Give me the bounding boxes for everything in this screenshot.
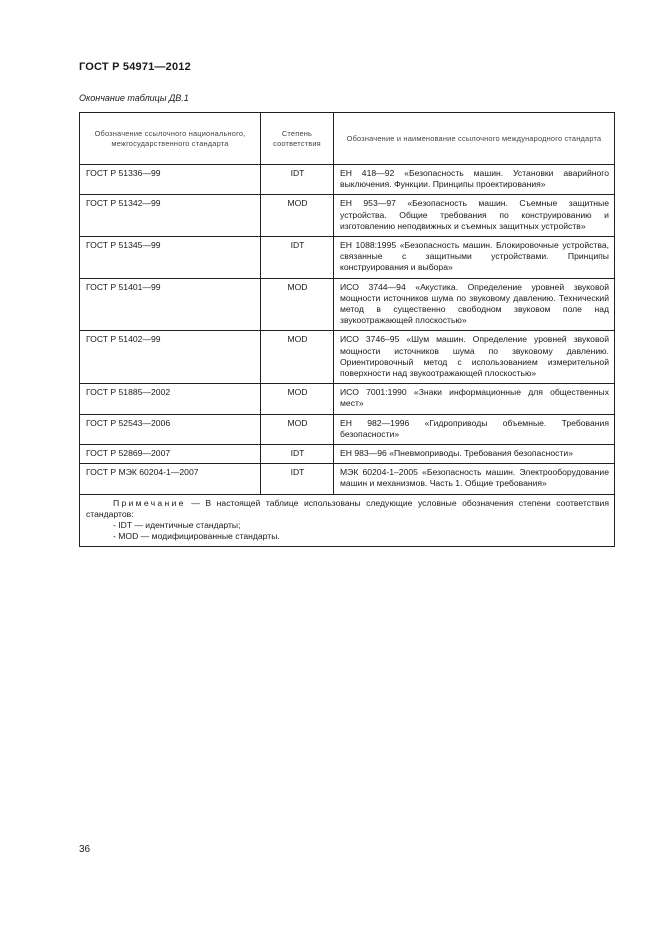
international-standard-cell: ЕН 983—96 «Пневмоприводы. Требования безопасности» — [334, 445, 615, 464]
international-standard-cell: ЕН 982—1996 «Гидроприводы объемные. Требования безопасности» — [334, 414, 615, 444]
page-number: 36 — [79, 844, 91, 855]
degree-cell: MOD — [261, 414, 334, 444]
document-header: ГОСТ Р 54971—2012 — [79, 61, 191, 73]
national-standard-cell: ГОСТ Р МЭК 60204-1—2007 — [80, 464, 261, 494]
column-header-international: Обозначение и наименование ссылочного международного стандарта — [334, 113, 615, 165]
table-row — [80, 414, 615, 444]
degree-cell: MOD — [261, 331, 334, 384]
degree-cell: IDT — [261, 445, 334, 464]
note-paragraph — [86, 498, 609, 520]
column-header-national: Обозначение ссылочного национального, межгосударственного стандарта — [80, 113, 261, 165]
international-standard-cell: МЭК 60204-1–2005 «Безопасность машин. Электрооборудование машин и механизмов. Часть 1. Общие требования» — [334, 464, 615, 494]
national-standard-cell: ГОСТ Р 52543—2006 — [80, 414, 261, 444]
note-label: Примечание — [113, 497, 186, 508]
table-row — [80, 278, 615, 331]
table-row — [80, 195, 615, 237]
table-row — [80, 331, 615, 384]
degree-cell: IDT — [261, 165, 334, 195]
international-standard-cell: ЕН 1088:1995 «Безопасность машин. Блокировочные устройства, связанные с защитными устройствами. Принципы конструирования и выбора» — [334, 237, 615, 279]
national-standard-cell: ГОСТ Р 52869—2007 — [80, 445, 261, 464]
note-item-idt: - IDT — идентичные стандарты; — [113, 520, 241, 531]
table-row — [80, 384, 615, 414]
degree-cell: IDT — [261, 464, 334, 494]
note-item-mod: - MOD — модифицированные стандарты. — [113, 531, 280, 542]
national-standard-cell: ГОСТ Р 51336—99 — [80, 165, 261, 195]
international-standard-cell: ИСО 7001:1990 «Знаки информационные для общественных мест» — [334, 384, 615, 414]
international-standard-cell: ЕН 953—97 «Безопасность машин. Съемные защитные устройства. Общие требования по конструированию и изготовлению неподвижных и съемных защитных устройств» — [334, 195, 615, 237]
column-header-degree: Степень соответствия — [261, 113, 334, 165]
table-note — [80, 494, 615, 547]
table-header-row — [80, 113, 615, 165]
national-standard-cell: ГОСТ Р 51401—99 — [80, 278, 261, 331]
international-standard-cell: ЕН 418—92 «Безопасность машин. Установки аварийного выключения. Функции. Принципы проектирования» — [334, 165, 615, 195]
degree-cell: MOD — [261, 278, 334, 331]
national-standard-cell: ГОСТ Р 51885—2002 — [80, 384, 261, 414]
degree-cell: IDT — [261, 237, 334, 279]
table-row — [80, 165, 615, 195]
reference-standards-table — [79, 112, 615, 547]
international-standard-cell: ИСО 3744—94 «Акустика. Определение уровней звуковой мощности источников шума по звуковому давлению. Технический метод в существенно свободном звуковом поле над звукоотражающей плоскостью» — [334, 278, 615, 331]
degree-cell: MOD — [261, 384, 334, 414]
degree-cell: MOD — [261, 195, 334, 237]
national-standard-cell: ГОСТ Р 51402—99 — [80, 331, 261, 384]
table-row — [80, 445, 615, 464]
national-standard-cell: ГОСТ Р 51342—99 — [80, 195, 261, 237]
table-caption: Окончание таблицы ДВ.1 — [79, 93, 189, 103]
national-standard-cell: ГОСТ Р 51345—99 — [80, 237, 261, 279]
international-standard-cell: ИСО 3746–95 «Шум машин. Определение уровней звуковой мощности источников шума по звуковому давлению. Ориентировочный метод с использованием измерительной поверхности над звукоотражающей плоскостью» — [334, 331, 615, 384]
table-note-row — [80, 494, 615, 547]
table-row — [80, 237, 615, 279]
note-text: — В настоящей таблице использованы следующие условные обозначения степени соответствия стандартов: — [86, 497, 609, 519]
table-row — [80, 464, 615, 494]
